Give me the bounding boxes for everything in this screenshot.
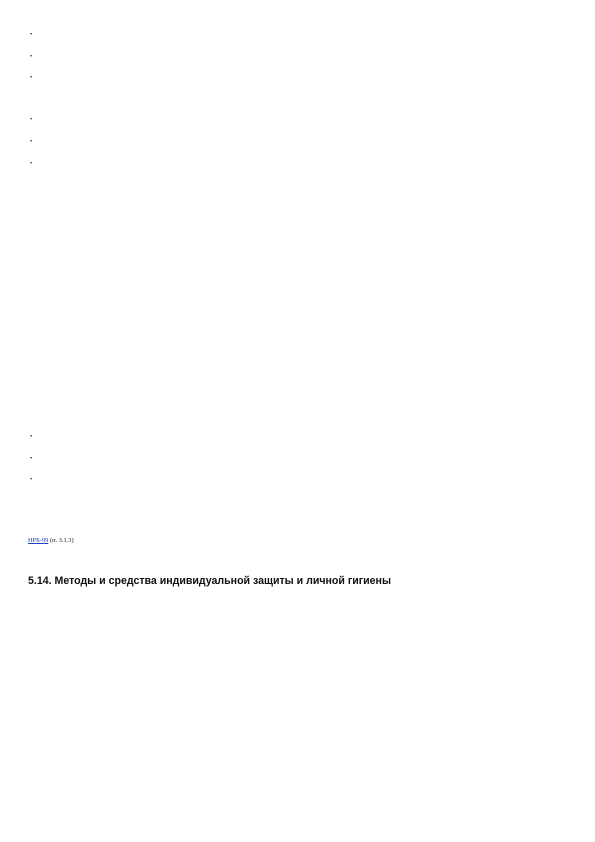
nrb-99-link[interactable]: НРБ-99 (28, 536, 49, 544)
list-item (28, 159, 567, 168)
list-item (28, 432, 567, 441)
list-item (28, 454, 567, 463)
paragraph-levels-list (28, 383, 567, 402)
paragraph-5-13-4 (28, 95, 567, 104)
list-item-text (50, 432, 567, 441)
paragraph-5-13-11 (28, 536, 567, 564)
paragraph-main-kit (28, 666, 567, 694)
list-item-text (50, 159, 567, 168)
bullet-marker: • (30, 476, 33, 484)
paragraph-5-13-6 (28, 248, 567, 276)
bullet-marker: • (30, 74, 33, 82)
list-item (28, 137, 567, 146)
paragraph-control-levels (28, 506, 567, 525)
list-item (28, 30, 567, 39)
list-item-text (50, 137, 567, 146)
paragraph-5-14-1 (28, 599, 567, 618)
list-item-text (50, 115, 567, 124)
bullet-marker: • (30, 115, 33, 123)
bullet-marker: • (30, 52, 33, 60)
bullet-marker: • (30, 454, 33, 462)
bullet-marker: • (30, 30, 33, 38)
list-item-text (50, 454, 567, 463)
list-item (28, 475, 567, 494)
paragraph-continued (28, 10, 567, 19)
bullet-marker: • (30, 159, 33, 167)
paragraph-5-13-5 (28, 209, 567, 237)
paragraph-text: (п. 3.1.3) (48, 536, 74, 544)
list-item-text (50, 52, 567, 61)
list-item (28, 115, 567, 124)
paragraph-5-13-8 (28, 325, 567, 344)
list-item-text (50, 30, 567, 39)
section-title: 5.14. Методы и средства индивидуальной защиты и личной гигиены (28, 574, 392, 587)
paragraph-5-14-2 (28, 628, 567, 656)
paragraph-5-13-10 (28, 412, 567, 421)
paragraph-class-2-3 (28, 705, 567, 724)
paragraph-5-14-4 (28, 763, 567, 772)
paragraph-automation (28, 180, 567, 199)
paragraph-5-14-3 (28, 734, 567, 753)
bullet-marker: • (30, 137, 33, 145)
bullet-marker: • (30, 432, 33, 440)
list-item (28, 73, 567, 82)
list-item-text (50, 73, 567, 82)
list-item-text (50, 475, 567, 494)
paragraph-5-13-9 (28, 354, 567, 373)
paragraph-5-13-7 (28, 286, 567, 314)
list-item (28, 52, 567, 61)
